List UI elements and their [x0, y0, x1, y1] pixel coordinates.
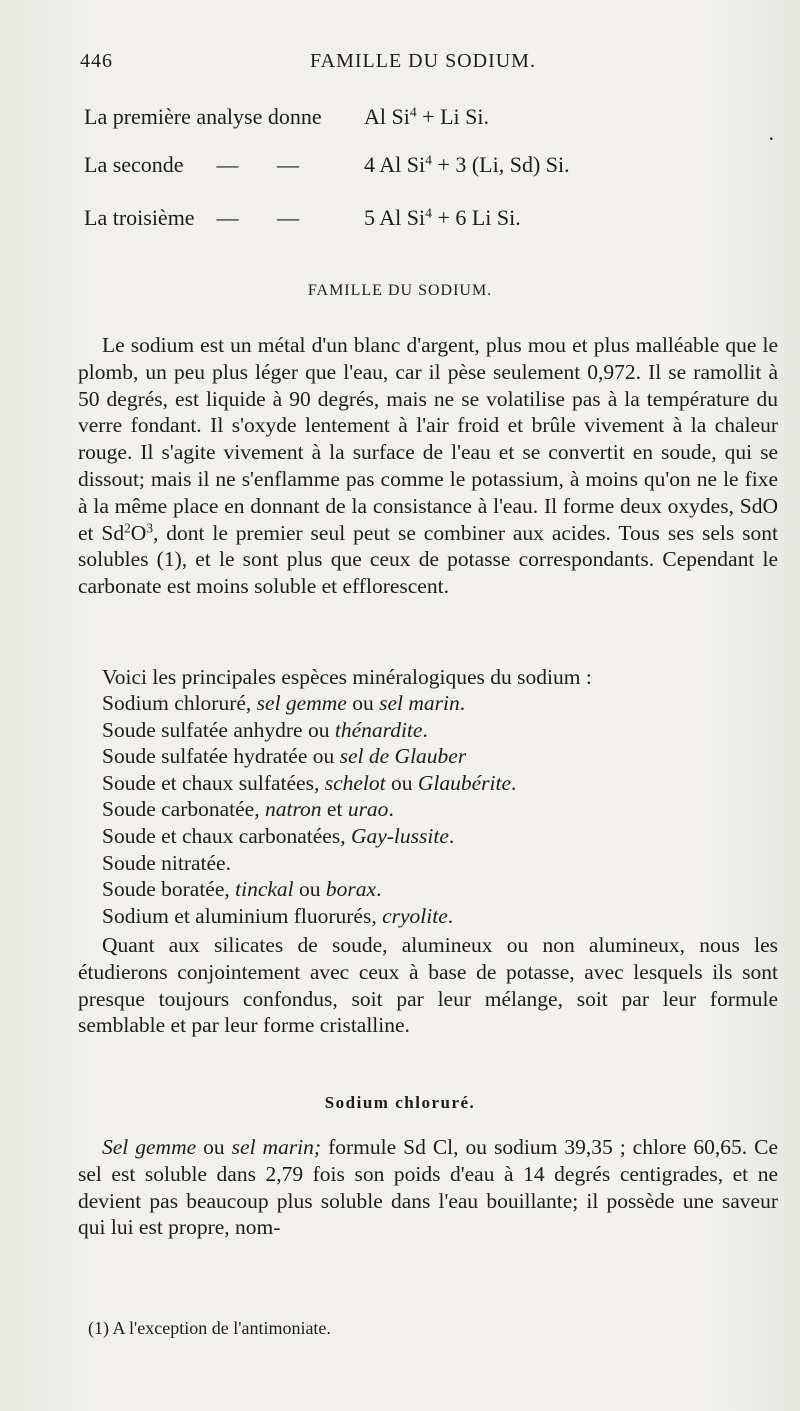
species-item: Soude sulfatée anhydre ou thénardite. [102, 717, 428, 742]
formula-third-analysis [84, 205, 521, 231]
species-item: Soude et chaux sulfatées, schelot ou Glaubérite. [102, 770, 517, 795]
formula-label: La seconde — — [84, 152, 300, 177]
species-list [102, 690, 782, 929]
formula-second-analysis [84, 152, 570, 178]
species-item: Sodium chloruré, sel gemme ou sel marin. [102, 691, 466, 715]
formula-label: La troisième — — [84, 205, 300, 230]
footnote: (1) A l'exception de l'antimoniate. [88, 1318, 331, 1338]
section-title: FAMILLE DU SODIUM. [307, 282, 493, 299]
silicates-paragraph: Quant aux silicates de soude, alumineux ou non alumineux, nous les étudierons conjointement avec ceux à base de potasse, avec lesquels ils sont presque toujours confondus, soit par leur mélange, soit par leur formule semblable et par leur forme cristalline. [78, 933, 778, 1038]
species-intro: Voici les principales espèces minéralogiques du sodium : [102, 665, 592, 689]
page-header [80, 50, 760, 80]
species-item: Soude sulfatée hydratée ou sel de Glauber [102, 744, 467, 769]
species-item: Sodium et aluminium fluorurés, cryolite. [102, 903, 454, 928]
stray-dot: . [768, 120, 774, 145]
species-item: Soude boratée, tinckal ou borax. [102, 877, 382, 902]
page-number: 446 [80, 50, 113, 72]
formula-label: La première analyse donne [84, 104, 322, 129]
species-item: Soude carbonatée, natron et urao. [102, 797, 394, 822]
formula-expression: 5 Al $Si^4 + 6$ Li Si. [364, 205, 521, 230]
running-title: FAMILLE DU SODIUM. [310, 50, 536, 72]
intro-text: Le sodium est un métal d'un blanc d'argent, plus mou et plus malléable que le plomb, un peu plus léger que l'eau, car il pèse seulement 0,972. Il se ramollit à 50 degrés, est liquide à 90 degrés, mais ne se volatilise pas à la température du verre fondant. Il s'oxyde lentement à l'air froid et brûle vivement à la chaleur rouge. Il s'agite vivement à la surface de l'eau et se convertit en soude, qui se dissout; mais il ne s'enflamme pas comme le potassium, à moins qu'on ne le fixe à la même place en donnant de la consistance à l'eau. Il forme deux oxydes, SdO et Sd [78, 333, 778, 545]
species-item: Soude nitratée. [102, 850, 231, 875]
subsection-title: Sodium chloruré. [324, 1093, 476, 1112]
formula-expression: 4 Al $Si^4 + 3$ (Li, Sd) Si. [364, 152, 570, 177]
intro-paragraph: Le sodium est un métal d'un blanc d'argent, plus mou et plus malléable que le plomb, un peu plus léger que l'eau, car il pèse seulement 0,972. Il se ramollit à 50 degrés, est liquide à 90 degrés, mais ne se volatilise pas à la température du verre fondant. Il s'oxyde lentement à l'air froid et brûle vivement à la chaleur rouge. Il s'agite vivement à la surface de l'eau et se convertit en soude, qui se dissout; mais il ne s'enflamme pas comme le potassium, à moins qu'on ne le fixe à la même place en donnant de la consistance à l'eau. Il forme deux oxydes, SdO et $Sd^2O^3$, dont le premier seul peut se combiner aux acides. Tous ses sels sont solubles (1), et le sont plus que ceux de potasse correspondants. Cependant le carbonate est moins soluble et efflorescent. [78, 333, 778, 599]
final-paragraph: Sel gemme ou sel marin; formule Sd Cl, ou sodium 39,35 ; chlore 60,65. Ce sel est soluble dans 2,79 fois son poids d'eau à 14 degrés centigrades, et ne devient pas beaucoup plus soluble dans l'eau bouillante; il possède une saveur qui lui est propre, nom- [78, 1135, 779, 1240]
species-item: Soude et chaux carbonatées, Gay-lussite. [102, 823, 455, 848]
formula-first-analysis [84, 104, 489, 130]
formula-expression: Al $Si^4 + Li$ Si. [364, 104, 489, 129]
